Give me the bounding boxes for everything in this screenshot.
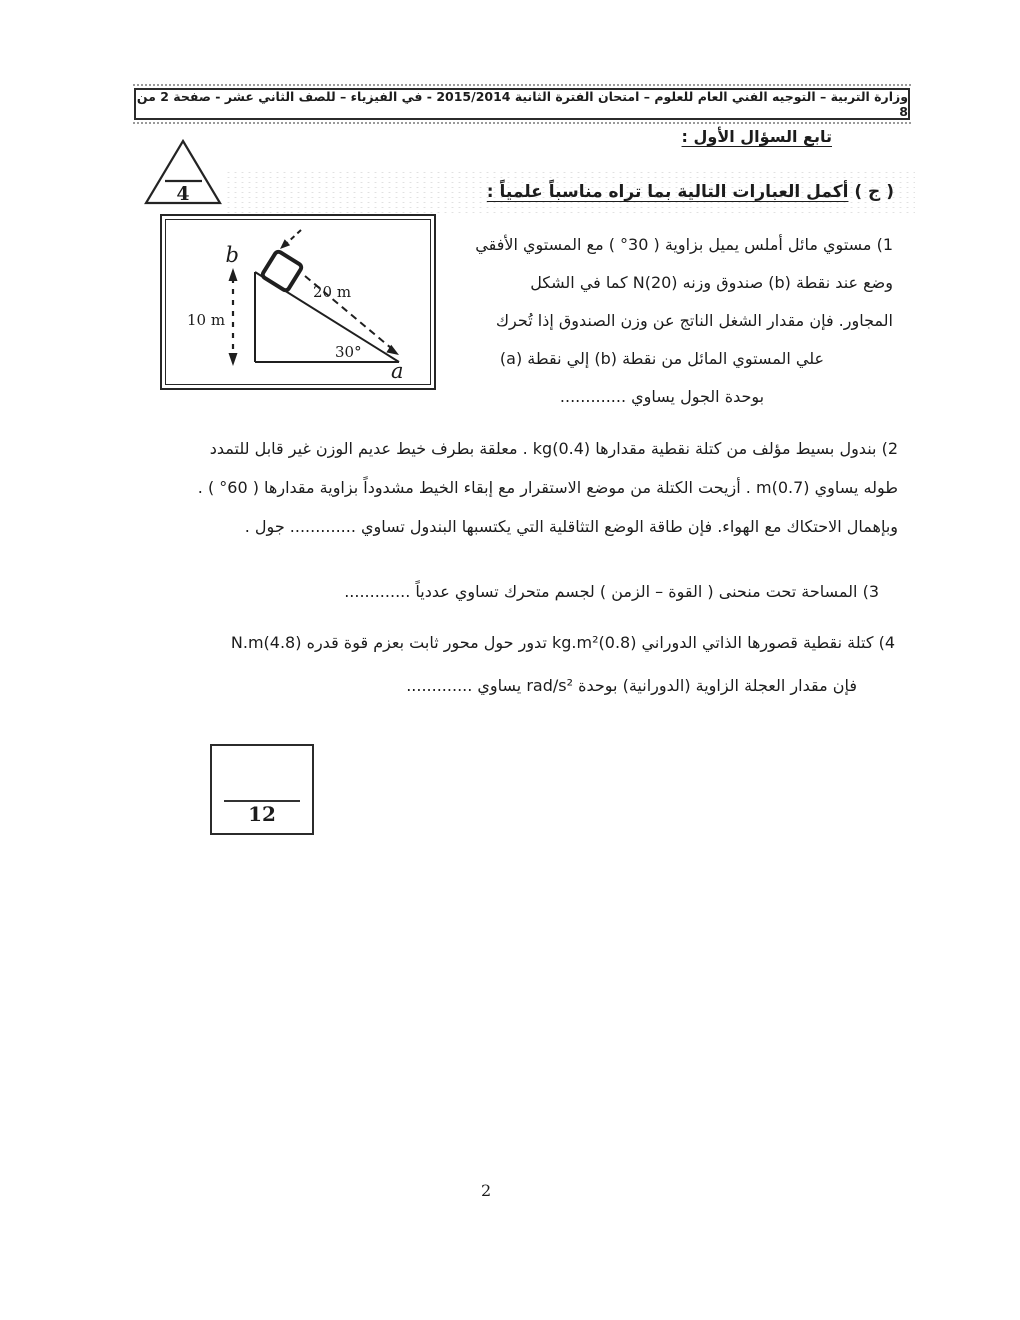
question-1-line-4: علي المستوي المائل من نقطة (b) إلي نقطة (a) xyxy=(499,349,825,368)
question-4-line-1: 4) كتلة نقطية قصورها الذاتي الدوراني (0.8)kg.m² تدور حول محور ثابت بعزم قوة قدره (4.8)N.m xyxy=(230,633,895,652)
question-1-line-3: المجاور. فإن مقدار الشغل الناتج عن وزن الصندوق إذا تُحرك xyxy=(495,311,893,330)
question-4-line-2: فإن مقدار العجلة الزاوية (الدورانية) بوحدة rad/s² يساوي ............. xyxy=(406,676,857,695)
question-2-line-2: طوله يساوي (0.7)m . أزيحت الكتلة من موضع الاستقرار مع إبقاء الخيط مشدوداً بزاوية مقدارها ( 60° ) . xyxy=(197,478,898,497)
figure-box xyxy=(160,214,436,390)
figure-label-angle: 30° xyxy=(335,343,362,361)
figure-label-incline: 20 m xyxy=(313,283,352,301)
page-number: 2 xyxy=(481,1181,492,1200)
question-2-line-3: وبإهمال الاحتكاك مع الهواء. فإن طاقة الوضع التثاقلية التي يكتسبها البندول تساوي ............. جول . xyxy=(244,517,898,536)
figure-label-a: a xyxy=(391,359,404,380)
question-1 xyxy=(431,226,893,416)
question-4 xyxy=(179,621,895,707)
question-1-line-1: 1) مستوي مائل أملس يميل بزاوية ( 30° ) مع المستوي الأفقي xyxy=(475,235,893,254)
score-box-value: 12 xyxy=(248,802,276,826)
header-text: وزارة التربية – التوجيه الفني العام للعلوم – امتحان الفترة الثانية 2015/2014 - في الفيزياء – للصف الثاني عشر - صفحة 2 من 8 xyxy=(136,89,908,119)
triangle-marks-value: 4 xyxy=(176,183,190,205)
marks-triangle xyxy=(142,137,224,213)
figure-label-height: 10 m xyxy=(187,311,226,329)
continuation-note: تابع السؤال الأول : xyxy=(681,127,832,146)
section-prefix: ( ج ) xyxy=(848,182,894,202)
question-1-line-2: وضع عند نقطة (b) صندوق وزنه (20)N كما في الشكل xyxy=(530,273,893,292)
box-on-incline xyxy=(261,250,302,291)
header-bar xyxy=(134,88,910,120)
section-heading xyxy=(487,182,894,202)
question-2 xyxy=(156,429,898,546)
question-1-line-5: بوحدة الجول يساوي ............. xyxy=(559,387,765,406)
figure-inner-border xyxy=(165,219,431,385)
incline-figure xyxy=(167,222,425,380)
question-2-line-1: 2) بندول بسيط مؤلف من كتلة نقطية مقدارها (0.4)kg . معلقة بطرف خيط عديم الوزن غير قابل للتمدد xyxy=(209,439,898,458)
score-box xyxy=(210,744,314,835)
question-3 xyxy=(344,577,879,607)
section-title: أكمل العبارات التالية بما تراه مناسباً علمياً : xyxy=(486,182,849,202)
question-3-line-1: 3) المساحة تحت منحنى ( القوة – الزمن ) لجسم متحرك تساوي عددياً ............. xyxy=(344,582,879,601)
figure-label-b: b xyxy=(225,243,239,267)
triangle-icon xyxy=(142,137,224,209)
